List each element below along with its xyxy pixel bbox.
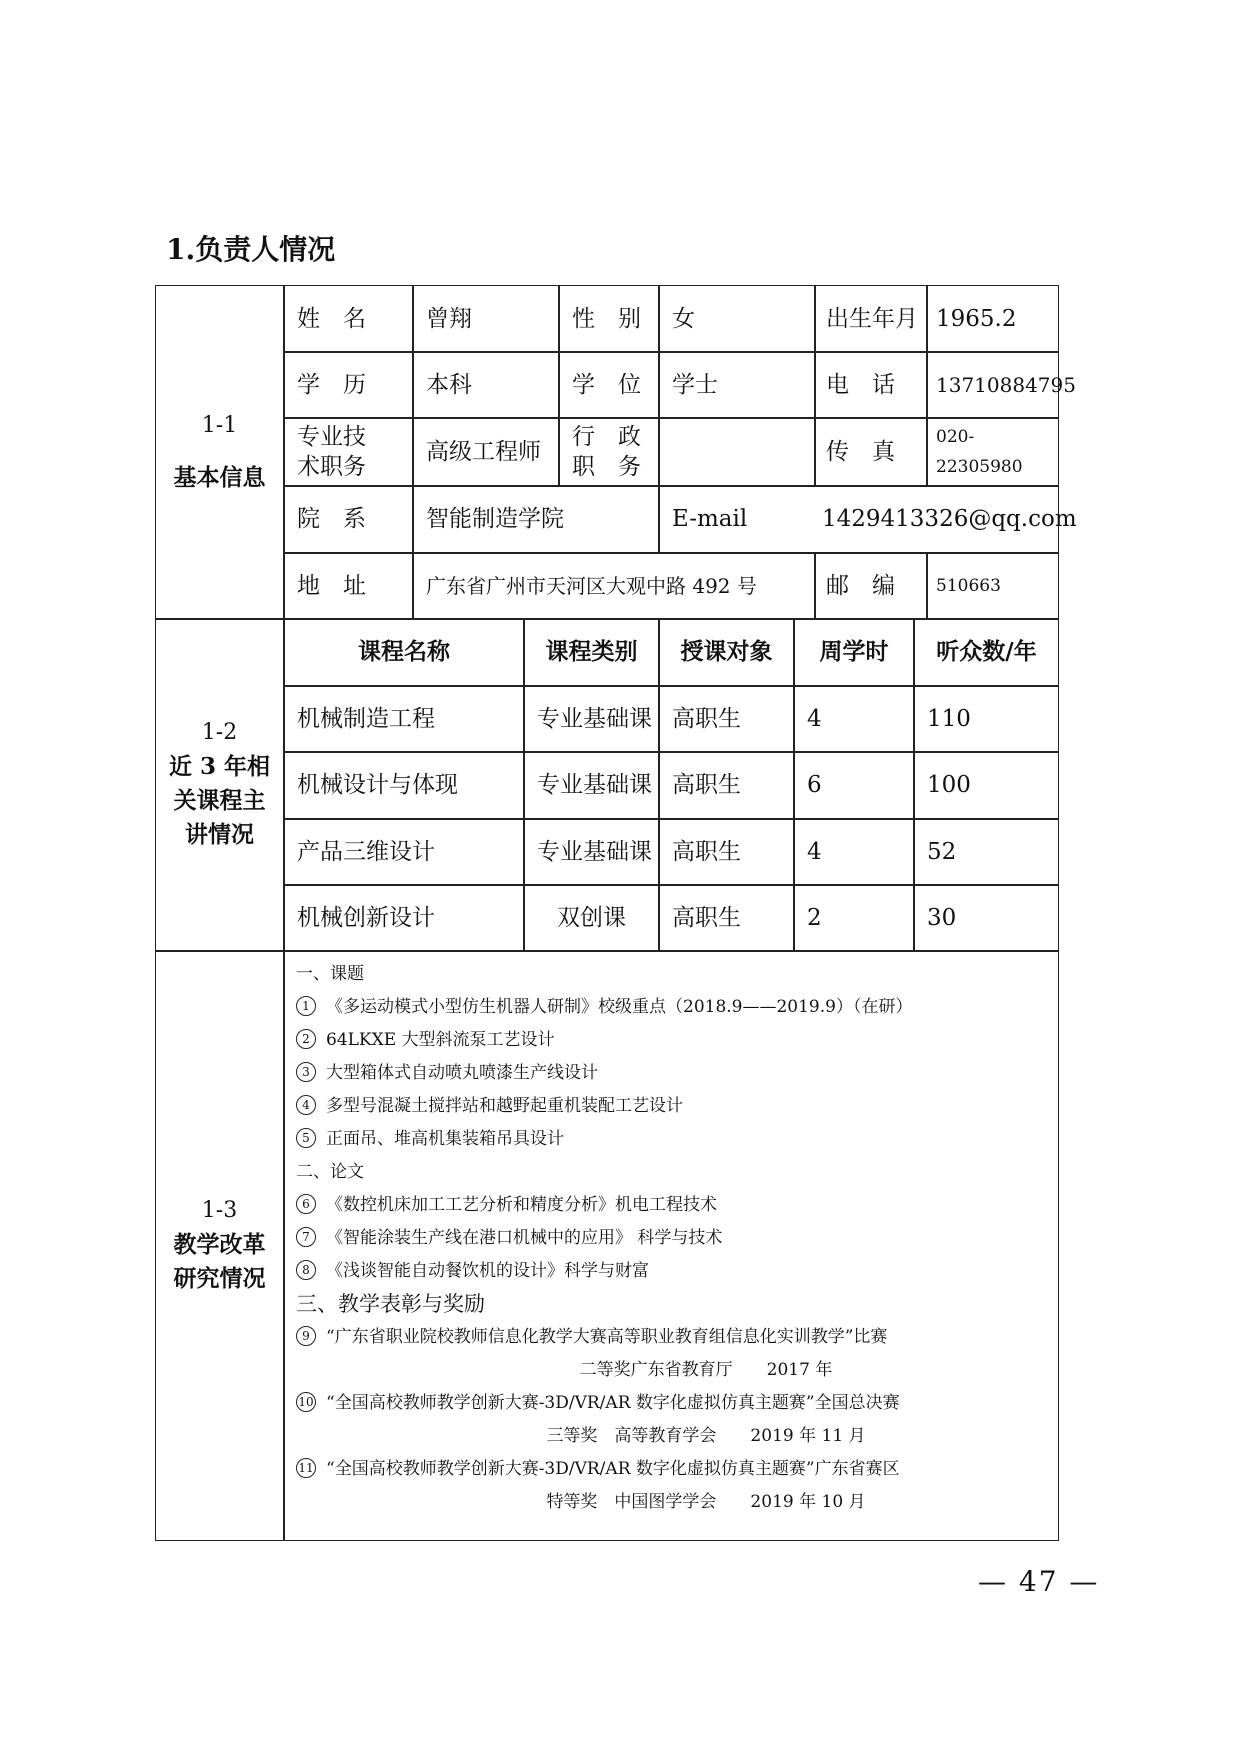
research-text: 一、课题 <box>296 964 364 984</box>
research-text: “广东省职业院校教师信息化教学大赛高等职业教育组信息化实训教学”比赛 <box>326 1327 888 1347</box>
course-type: 专业基础课 <box>537 705 652 732</box>
col-course-type: 课程类别 <box>545 638 638 665</box>
section-1-title: 基本信息 <box>173 464 266 491</box>
section-2-title-line: 近 3 年相 <box>168 753 271 780</box>
education-label: 学 历 <box>297 371 366 398</box>
dept-value: 智能制造学院 <box>426 506 564 532</box>
research-line <box>296 1486 1056 1519</box>
section-heading: 1.负责人情况 <box>166 233 336 266</box>
course-audience: 高职生 <box>672 705 741 732</box>
dept-label: 院 系 <box>297 506 366 532</box>
circled-number: 11 <box>296 1458 316 1478</box>
birth-label: 出生年月 <box>826 305 918 332</box>
research-text: 正面吊、堆高机集装箱吊具设计 <box>326 1129 564 1149</box>
circled-number: 9 <box>296 1326 316 1346</box>
col-course-name: 课程名称 <box>358 638 450 665</box>
course-hours: 6 <box>807 772 822 798</box>
research-line <box>296 1387 1056 1420</box>
gender-value: 女 <box>672 305 695 332</box>
research-text: 多型号混凝土搅拌站和越野起重机装配工艺设计 <box>326 1096 683 1116</box>
circled-number: 4 <box>296 1095 316 1115</box>
degree-label: 学 位 <box>572 371 641 398</box>
course-name: 产品三维设计 <box>297 838 435 865</box>
fax-label: 传 真 <box>826 438 895 465</box>
research-text: 二等奖广东省教育厅 2017 年 <box>579 1360 833 1380</box>
research-text: 《多运动模式小型仿生机器人研制》校级重点（2018.9——2019.9）（在研） <box>326 997 913 1017</box>
research-text: “全国高校教师教学创新大赛-3D/VR/AR 数字化虚拟仿真主题赛”广东省赛区 <box>326 1459 900 1479</box>
zip-value: 510663 <box>936 575 1001 596</box>
address-value: 广东省广州市天河区大观中路 492 号 <box>426 573 757 598</box>
research-line <box>296 1255 1056 1288</box>
research-text: “全国高校教师教学创新大赛-3D/VR/AR 数字化虚拟仿真主题赛”全国总决赛 <box>326 1393 900 1413</box>
circled-number: 2 <box>296 1029 316 1049</box>
admin-label <box>560 418 658 485</box>
course-audience: 高职生 <box>672 772 741 798</box>
col-listeners: 听众数/年 <box>936 638 1037 665</box>
name-label: 姓 名 <box>297 305 366 332</box>
course-listeners: 30 <box>927 904 957 931</box>
research-line <box>296 1354 1056 1387</box>
degree-value: 学士 <box>672 371 718 398</box>
email-value: 1429413326@qq.com <box>822 506 1077 532</box>
course-type: 专业基础课 <box>537 772 652 798</box>
section-2-title-line: 讲情况 <box>185 821 254 848</box>
research-text: 特等奖 中国图学学会 2019 年 10 月 <box>546 1492 866 1512</box>
section-3-label <box>156 950 283 1540</box>
research-line <box>296 1420 1056 1453</box>
course-hours: 4 <box>807 838 822 865</box>
admin-label-line: 行 政 <box>572 423 641 450</box>
info-table <box>155 285 1077 1541</box>
course-audience: 高职生 <box>672 904 741 931</box>
education-value: 本科 <box>426 371 472 398</box>
course-name: 机械创新设计 <box>297 904 435 931</box>
section-1-number: 1-1 <box>201 413 238 438</box>
title-label <box>285 418 412 485</box>
research-line <box>296 1156 1056 1189</box>
course-listeners: 52 <box>927 838 957 865</box>
title-value: 高级工程师 <box>426 438 541 465</box>
admin-label-line: 职 务 <box>572 453 641 480</box>
birth-value: 1965.2 <box>936 305 1017 332</box>
title-label-line: 专业技 <box>297 423 366 450</box>
email-label: E-mail <box>672 506 748 532</box>
phone-value: 13710884795 <box>936 372 1076 397</box>
course-hours: 4 <box>807 705 822 732</box>
course-audience: 高职生 <box>672 838 741 865</box>
section-3-number: 1-3 <box>201 1198 238 1223</box>
col-audience: 授课对象 <box>680 638 773 665</box>
page-number: — 47 — <box>978 1565 1100 1598</box>
research-text: 三等奖 高等教育学会 2019 年 11 月 <box>546 1426 866 1446</box>
research-line <box>296 1222 1056 1255</box>
research-text: 二、论文 <box>296 1162 364 1182</box>
address-label: 地 址 <box>297 572 366 599</box>
section-3-title-line: 研究情况 <box>173 1265 266 1292</box>
section-2-title-line: 关课程主 <box>173 787 266 814</box>
course-listeners: 110 <box>927 705 971 732</box>
research-line <box>296 1090 1056 1123</box>
research-text: 64LKXE 大型斜流泵工艺设计 <box>326 1030 555 1050</box>
research-line <box>296 1057 1056 1090</box>
circled-number: 3 <box>296 1062 316 1082</box>
section-3-title-line: 教学改革 <box>173 1231 266 1258</box>
gender-label: 性 别 <box>572 305 641 332</box>
circled-number: 6 <box>296 1194 316 1214</box>
course-listeners: 100 <box>927 772 971 798</box>
circled-number: 10 <box>296 1392 316 1412</box>
col-weekly-hours: 周学时 <box>819 638 889 665</box>
research-text: 《数控机床加工工艺分析和精度分析》机电工程技术 <box>326 1195 717 1215</box>
circled-number: 5 <box>296 1128 316 1148</box>
research-list <box>296 958 1056 1519</box>
research-text: 大型箱体式自动喷丸喷漆生产线设计 <box>326 1063 598 1083</box>
research-line <box>296 1024 1056 1057</box>
course-type: 双创课 <box>557 904 626 931</box>
circled-number: 7 <box>296 1227 316 1247</box>
research-line <box>296 958 1056 991</box>
course-type: 专业基础课 <box>537 838 652 865</box>
research-text: 《智能涂装生产线在港口机械中的应用》 科学与技术 <box>326 1228 723 1248</box>
circled-number: 8 <box>296 1260 316 1280</box>
circled-number: 1 <box>296 996 316 1016</box>
research-line <box>296 991 1056 1024</box>
research-line <box>296 1288 1056 1321</box>
fax-value: 020-22305980 <box>936 426 1023 477</box>
name-value: 曾翔 <box>426 305 472 332</box>
research-line <box>296 1453 1056 1486</box>
research-line <box>296 1189 1056 1222</box>
title-label-line: 术职务 <box>297 453 366 480</box>
section-1-label <box>156 286 283 618</box>
phone-label: 电 话 <box>826 371 895 398</box>
section-2-number: 1-2 <box>201 720 238 745</box>
research-text: 三、教学表彰与奖励 <box>296 1292 485 1316</box>
research-line <box>296 1123 1056 1156</box>
research-text: 《浅谈智能自动餐饮机的设计》科学与财富 <box>326 1261 649 1281</box>
admin-value <box>660 418 814 485</box>
course-name: 机械制造工程 <box>297 705 435 732</box>
section-2-label <box>156 618 283 950</box>
course-name: 机械设计与体现 <box>297 772 458 798</box>
course-hours: 2 <box>807 904 822 931</box>
zip-label: 邮 编 <box>826 572 895 599</box>
research-line <box>296 1321 1056 1354</box>
